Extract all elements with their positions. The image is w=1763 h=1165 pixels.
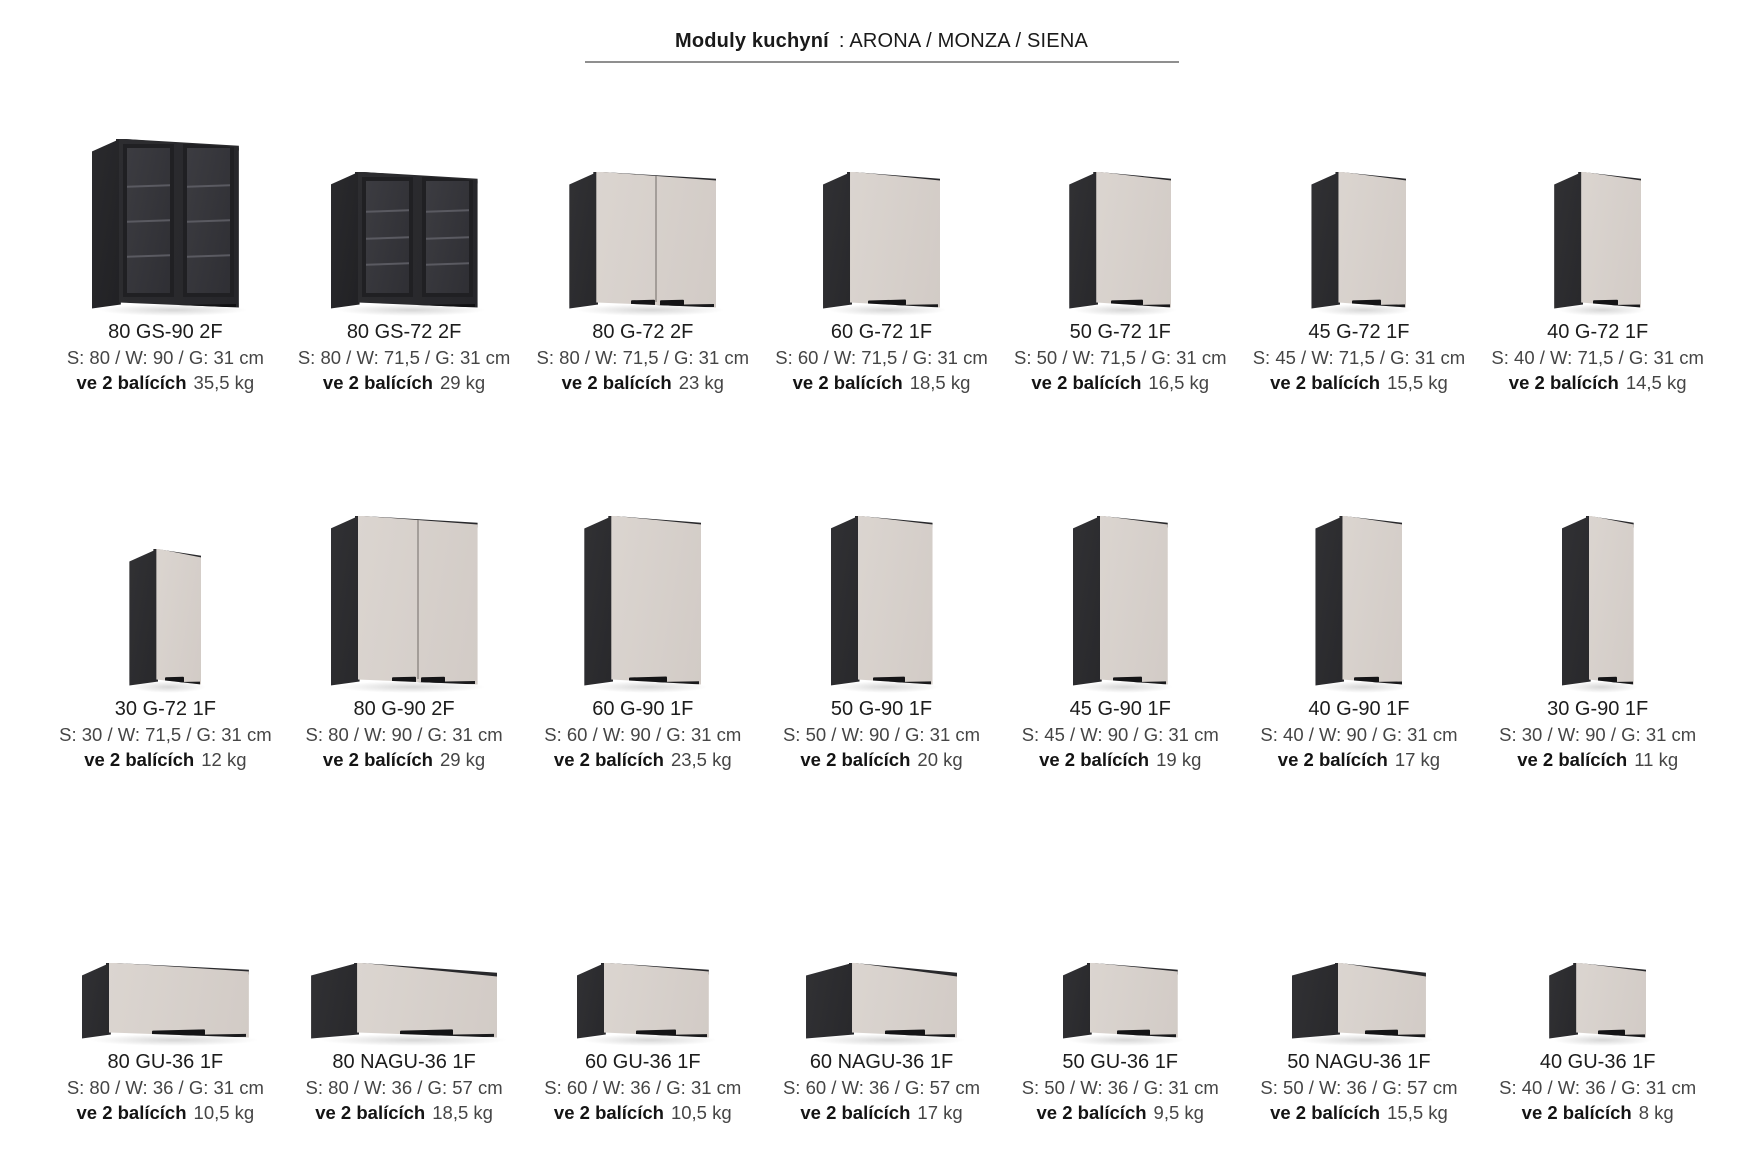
cabinet-graphic <box>1549 963 1646 1039</box>
package-weight: 29 kg <box>439 748 486 770</box>
cabinet-front-face <box>1581 172 1641 309</box>
product-dimensions: S: 80 / W: 90 / G: 31 cm <box>66 346 264 368</box>
product-model: 50 G-90 1F <box>830 697 933 720</box>
package-count-label: ve 2 balících <box>315 1101 426 1123</box>
page-header <box>0 0 1763 63</box>
package-weight: 15,5 kg <box>1387 371 1448 393</box>
cabinet-illustration <box>285 135 524 309</box>
cabinet-illustration <box>1240 939 1479 1039</box>
package-weight: 8 kg <box>1638 1101 1674 1123</box>
cabinet-side-panel <box>1311 172 1340 309</box>
product-card <box>46 135 285 394</box>
package-count-label: ve 2 balících <box>322 748 433 770</box>
cabinet-front-face <box>852 963 957 1039</box>
cabinet-side-panel <box>823 172 852 309</box>
product-card <box>1001 512 1240 771</box>
product-row-flap-36 <box>0 939 1763 1124</box>
product-package-info <box>762 372 1001 394</box>
cabinet-front-face <box>611 516 701 686</box>
cabinet-side-panel <box>1562 516 1591 686</box>
cabinet-graphic <box>577 963 709 1039</box>
cabinet-front-face <box>850 172 940 309</box>
product-dimensions: S: 30 / W: 90 / G: 31 cm <box>1499 723 1697 745</box>
product-package-info <box>1001 1102 1240 1124</box>
cabinet-illustration <box>46 135 285 309</box>
package-weight: 17 kg <box>917 1101 963 1123</box>
product-model: 50 G-72 1F <box>1069 320 1171 343</box>
cabinet-front-face <box>109 963 249 1039</box>
package-weight: 15,5 kg <box>1387 1101 1448 1123</box>
cabinet-graphic <box>1063 963 1178 1039</box>
product-dimensions: S: 45 / W: 71,5 / G: 31 cm <box>1252 346 1466 368</box>
package-count-label: ve 2 balících <box>1508 371 1619 393</box>
product-card <box>1001 135 1240 394</box>
cabinet-front-face <box>1338 172 1406 309</box>
cabinet-graphic <box>1562 516 1634 686</box>
product-model: 80 NAGU-36 1F <box>332 1050 476 1073</box>
cabinet-side-panel <box>1063 963 1092 1039</box>
cabinet-illustration <box>1240 512 1479 686</box>
cabinet-side-panel <box>1315 516 1344 686</box>
cabinet-front-face <box>1096 172 1171 309</box>
product-package-info <box>285 749 524 771</box>
product-dimensions: S: 60 / W: 71,5 / G: 31 cm <box>775 346 988 368</box>
product-card <box>523 512 762 771</box>
cabinet-illustration <box>523 135 762 309</box>
package-weight: 23 kg <box>678 371 724 393</box>
product-dimensions: S: 40 / W: 36 / G: 31 cm <box>1499 1076 1697 1098</box>
product-card <box>285 135 524 394</box>
product-card <box>285 939 524 1124</box>
cabinet-illustration <box>523 512 762 686</box>
cabinet-front-face <box>358 516 478 686</box>
product-dimensions: S: 45 / W: 90 / G: 31 cm <box>1021 723 1219 745</box>
cabinet-front-face <box>1342 516 1402 686</box>
title-underline <box>585 61 1179 63</box>
cabinet-illustration <box>762 512 1001 686</box>
product-package-info <box>523 372 762 394</box>
cabinet-graphic <box>1311 172 1406 309</box>
product-model: 40 G-72 1F <box>1547 320 1649 343</box>
product-package-info <box>1001 372 1240 394</box>
package-weight: 18,5 kg <box>909 371 971 393</box>
cabinet-graphic <box>331 172 478 309</box>
cabinet-illustration <box>1478 939 1717 1039</box>
cabinet-illustration <box>1001 512 1240 686</box>
cabinet-graphic <box>1554 172 1641 309</box>
cabinet-front-face <box>1589 516 1634 686</box>
package-count-label: ve 2 balících <box>553 1101 664 1123</box>
product-card <box>46 512 285 771</box>
product-dimensions: S: 80 / W: 71,5 / G: 31 cm <box>536 346 750 368</box>
product-model: 80 G-90 2F <box>353 697 455 720</box>
product-dimensions: S: 30 / W: 71,5 / G: 31 cm <box>59 723 272 745</box>
cabinet-side-panel <box>331 172 360 309</box>
package-weight: 14,5 kg <box>1625 371 1687 393</box>
product-model: 60 GU-36 1F <box>584 1050 701 1073</box>
package-count-label: ve 2 balících <box>1039 748 1150 770</box>
cabinet-graphic <box>1292 963 1426 1039</box>
product-package-info <box>523 1102 762 1124</box>
product-card <box>762 512 1001 771</box>
cabinet-graphic <box>311 963 497 1039</box>
product-package-info <box>285 1102 524 1124</box>
cabinet-illustration <box>762 135 1001 309</box>
product-model: 30 G-72 1F <box>114 697 216 720</box>
package-weight: 35,5 kg <box>193 371 255 393</box>
cabinet-front-face <box>358 172 478 309</box>
cabinet-side-panel <box>311 963 359 1039</box>
cabinet-front-face <box>604 963 709 1039</box>
package-count-label: ve 2 balících <box>322 371 433 393</box>
product-model: 45 G-90 1F <box>1069 697 1171 720</box>
cabinet-front-face <box>156 549 201 686</box>
package-weight: 16,5 kg <box>1148 371 1210 393</box>
product-model: 80 GS-90 2F <box>108 320 223 343</box>
product-dimensions: S: 50 / W: 71,5 / G: 31 cm <box>1013 346 1227 368</box>
product-dimensions: S: 60 / W: 36 / G: 31 cm <box>544 1076 742 1098</box>
cabinet-front-face <box>596 172 716 309</box>
title-models: : ARONA / MONZA / SIENA <box>838 30 1089 52</box>
cabinet-graphic <box>1073 516 1168 686</box>
cabinet-illustration <box>1001 939 1240 1039</box>
product-dimensions: S: 80 / W: 36 / G: 31 cm <box>66 1076 264 1098</box>
product-dimensions: S: 60 / W: 90 / G: 31 cm <box>544 723 742 745</box>
cabinet-graphic <box>569 172 716 309</box>
package-weight: 19 kg <box>1156 748 1202 770</box>
product-dimensions: S: 50 / W: 36 / G: 57 cm <box>1260 1076 1458 1098</box>
product-dimensions: S: 60 / W: 36 / G: 57 cm <box>782 1076 981 1098</box>
cabinet-graphic <box>806 963 957 1039</box>
product-dimensions: S: 50 / W: 36 / G: 31 cm <box>1021 1076 1219 1098</box>
product-package-info <box>46 372 285 394</box>
product-card <box>1478 512 1717 771</box>
product-card <box>1478 939 1717 1124</box>
package-weight: 11 kg <box>1634 748 1679 770</box>
cabinet-side-panel <box>331 516 360 686</box>
product-package-info <box>1240 749 1479 771</box>
product-model: 30 G-90 1F <box>1547 697 1649 720</box>
cabinet-graphic <box>584 516 701 686</box>
cabinet-graphic <box>92 139 239 309</box>
product-package-info <box>1240 372 1479 394</box>
package-count-label: ve 2 balících <box>1517 748 1628 770</box>
cabinet-illustration <box>1240 135 1479 309</box>
package-weight: 12 kg <box>201 748 247 770</box>
cabinet-side-panel <box>82 963 111 1039</box>
package-count-label: ve 2 balících <box>1277 748 1388 770</box>
package-count-label: ve 2 balících <box>561 371 672 393</box>
product-card <box>523 135 762 394</box>
product-dimensions: S: 80 / W: 71,5 / G: 31 cm <box>297 346 511 368</box>
product-package-info <box>1478 372 1717 394</box>
cabinet-side-panel <box>1069 172 1098 309</box>
package-count-label: ve 2 balících <box>800 748 911 770</box>
package-count-label: ve 2 balících <box>1521 1101 1632 1123</box>
cabinet-side-panel <box>1292 963 1340 1039</box>
cabinet-illustration <box>523 939 762 1039</box>
package-weight: 29 kg <box>439 371 486 393</box>
cabinet-illustration <box>1001 135 1240 309</box>
product-card <box>1001 939 1240 1124</box>
package-count-label: ve 2 balících <box>1036 1101 1147 1123</box>
cabinet-graphic <box>831 516 933 686</box>
product-card <box>1240 939 1479 1124</box>
product-model: 80 GS-72 2F <box>346 320 462 343</box>
package-count-label: ve 2 balících <box>1270 371 1381 393</box>
cabinet-side-panel <box>1554 172 1583 309</box>
package-count-label: ve 2 balících <box>76 371 187 393</box>
package-weight: 18,5 kg <box>432 1101 493 1123</box>
cabinet-front-face <box>1338 963 1426 1039</box>
package-weight: 10,5 kg <box>670 1101 732 1123</box>
package-count-label: ve 2 balících <box>553 748 664 770</box>
cabinet-illustration <box>1478 512 1717 686</box>
cabinet-front-face <box>1090 963 1178 1039</box>
cabinet-graphic <box>823 172 940 309</box>
package-weight: 9,5 kg <box>1153 1101 1204 1123</box>
product-card <box>762 135 1001 394</box>
product-model: 50 GU-36 1F <box>1062 1050 1179 1073</box>
cabinet-graphic <box>1069 172 1171 309</box>
cabinet-illustration <box>46 939 285 1039</box>
cabinet-side-panel <box>92 139 121 309</box>
package-count-label: ve 2 balících <box>76 1101 187 1123</box>
cabinet-front-face <box>357 963 497 1039</box>
product-model: 60 NAGU-36 1F <box>809 1050 954 1073</box>
package-count-label: ve 2 balících <box>800 1101 911 1123</box>
product-model: 40 GU-36 1F <box>1539 1050 1656 1073</box>
product-package-info <box>1001 749 1240 771</box>
cabinet-illustration <box>285 512 524 686</box>
product-package-info <box>762 1102 1001 1124</box>
cabinet-front-face <box>858 516 933 686</box>
product-card <box>523 939 762 1124</box>
product-package-info <box>46 749 285 771</box>
page-title <box>0 30 1763 53</box>
product-model: 60 G-72 1F <box>830 320 933 343</box>
cabinet-graphic <box>331 516 478 686</box>
product-dimensions: S: 80 / W: 36 / G: 57 cm <box>305 1076 503 1098</box>
product-dimensions: S: 40 / W: 71,5 / G: 31 cm <box>1491 346 1704 368</box>
cabinet-front-face <box>1100 516 1168 686</box>
cabinet-graphic <box>82 963 249 1039</box>
package-count-label: ve 2 balících <box>1031 371 1142 393</box>
product-model: 80 GU-36 1F <box>107 1050 224 1073</box>
cabinet-front-face <box>119 139 239 309</box>
cabinet-illustration <box>46 512 285 686</box>
package-count-label: ve 2 balících <box>1270 1101 1381 1123</box>
product-card <box>1240 135 1479 394</box>
product-package-info <box>1478 749 1717 771</box>
package-count-label: ve 2 balících <box>792 371 903 393</box>
product-model: 50 NAGU-36 1F <box>1287 1050 1431 1073</box>
cabinet-illustration <box>762 939 1001 1039</box>
package-weight: 20 kg <box>917 748 963 770</box>
product-card <box>46 939 285 1124</box>
cabinet-side-panel <box>584 516 613 686</box>
product-package-info <box>523 749 762 771</box>
cabinet-side-panel <box>129 549 158 686</box>
product-dimensions: S: 40 / W: 90 / G: 31 cm <box>1260 723 1458 745</box>
product-model: 80 G-72 2F <box>592 320 694 343</box>
product-card <box>1240 512 1479 771</box>
product-model: 60 G-90 1F <box>592 697 694 720</box>
cabinet-illustration <box>1478 135 1717 309</box>
cabinet-side-panel <box>806 963 854 1039</box>
product-dimensions: S: 50 / W: 90 / G: 31 cm <box>782 723 981 745</box>
product-row-top-90 <box>0 512 1763 771</box>
package-weight: 23,5 kg <box>670 748 732 770</box>
cabinet-graphic <box>1315 516 1402 686</box>
product-card <box>1478 135 1717 394</box>
product-row-top-72 <box>0 135 1763 394</box>
cabinet-side-panel <box>577 963 606 1039</box>
product-card <box>285 512 524 771</box>
cabinet-side-panel <box>1073 516 1102 686</box>
product-package-info <box>762 749 1001 771</box>
product-dimensions: S: 80 / W: 90 / G: 31 cm <box>305 723 503 745</box>
product-package-info <box>285 372 524 394</box>
product-package-info <box>1240 1102 1479 1124</box>
package-weight: 17 kg <box>1394 748 1441 770</box>
cabinet-front-face <box>1576 963 1646 1039</box>
cabinet-side-panel <box>1549 963 1578 1039</box>
cabinet-side-panel <box>569 172 598 309</box>
cabinet-side-panel <box>831 516 860 686</box>
title-category: Moduly kuchyní <box>674 30 829 52</box>
product-model: 40 G-90 1F <box>1308 697 1410 720</box>
product-package-info <box>1478 1102 1717 1124</box>
package-weight: 10,5 kg <box>193 1101 255 1123</box>
product-package-info <box>46 1102 285 1124</box>
product-model: 45 G-72 1F <box>1308 320 1410 343</box>
cabinet-illustration <box>285 939 524 1039</box>
cabinet-graphic <box>129 549 201 686</box>
package-count-label: ve 2 balících <box>84 748 195 770</box>
product-card <box>762 939 1001 1124</box>
